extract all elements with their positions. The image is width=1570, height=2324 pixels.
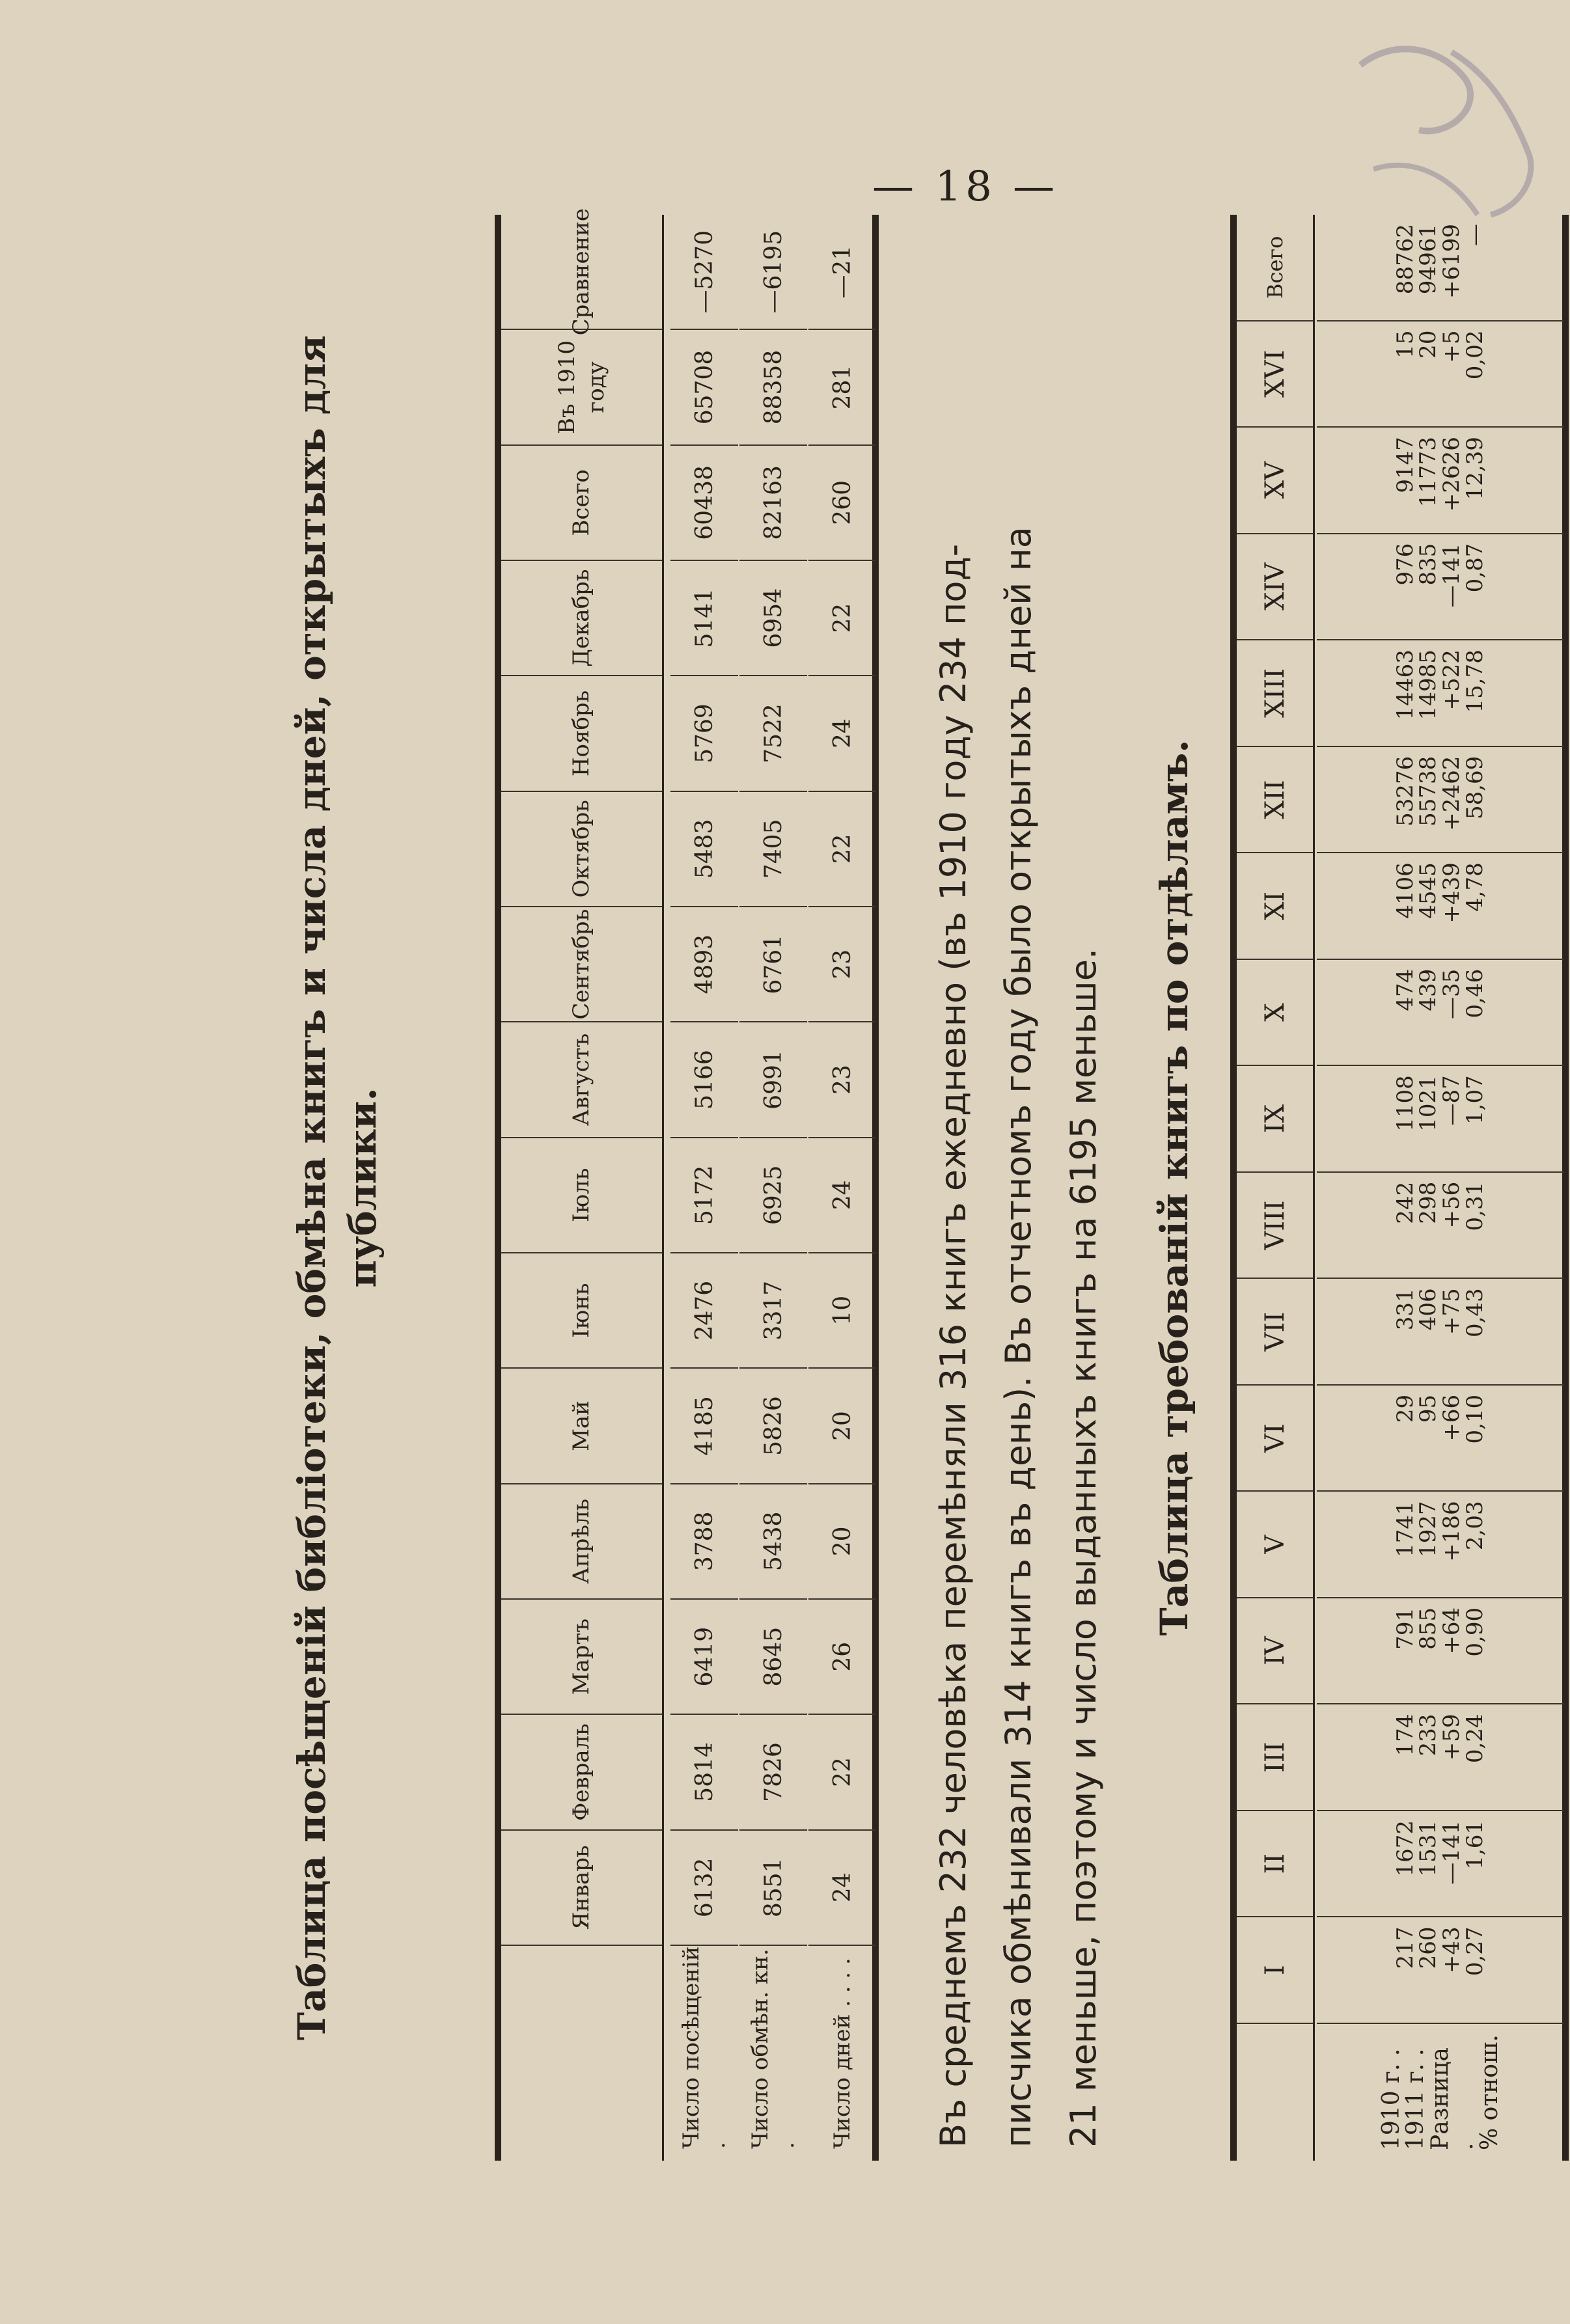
visits-table-cell: 5814 (670, 1715, 738, 1830)
visits-table-row-label: Число посѣщеній . (678, 1946, 730, 2149)
visits-table-row-label: Число дней . . . . (829, 1958, 855, 2149)
sections-table-cell: 1108 (1392, 1075, 1418, 1132)
sections-table-row-label: Разница . (1427, 2047, 1478, 2150)
visits-table-cell: 22 (808, 561, 876, 676)
sections-table-cell: 976 (1392, 543, 1418, 586)
sections-table-column (1317, 428, 1564, 534)
sections-table-cell: 0,27 (1461, 1926, 1488, 1976)
sections-table-column (1317, 1598, 1564, 1705)
sections-table-header-cell: XVI (1237, 321, 1313, 428)
visits-table-cell: 2476 (670, 1253, 738, 1369)
sections-table-header-cell: IV (1237, 1598, 1313, 1705)
sections-table-cell: 1927 (1415, 1501, 1442, 1557)
sections-table-cell: 4,78 (1461, 862, 1488, 912)
handwritten-pencil-mark (1334, 26, 1556, 241)
sections-table-cell: 242 (1392, 1181, 1418, 1224)
sections-table-header-cell: Всего (1237, 215, 1313, 321)
visits-table (495, 208, 879, 2161)
visits-table-cell: 10 (808, 1253, 876, 1369)
sections-table-header-cell: IX (1237, 1066, 1313, 1173)
sections-table-cell: 11773 (1415, 437, 1442, 508)
visits-table-header-cell: Всего (501, 446, 662, 561)
visits-table-header-cell: Въ 1910 году (501, 330, 662, 445)
sections-table-column (1317, 853, 1564, 960)
sections-table-header-cell: V (1237, 1492, 1313, 1598)
sections-table-cell: +186 (1439, 1501, 1465, 1562)
visits-table-header-cell: Май (501, 1369, 662, 1484)
visits-table-cell: 281 (808, 330, 876, 445)
sections-table-cell: 0,31 (1461, 1181, 1488, 1231)
visits-table-header-cell: Августъ (501, 1022, 662, 1138)
table1-title-line1: Таблица посѣщеній библіотеки, обмѣна книгъ и числа дней, открытыхъ для (290, 335, 334, 2041)
sections-table-cell: —141 (1439, 543, 1465, 608)
visits-table-cell: 20 (808, 1369, 876, 1484)
sections-table-header-cell: XIII (1237, 640, 1313, 747)
visits-table-cell: 88358 (739, 330, 807, 445)
visits-table-cell: 7826 (739, 1715, 807, 1830)
sections-table-column (1317, 1066, 1564, 1173)
sections-table-column (1317, 640, 1564, 747)
sections-table-cell: 14985 (1415, 649, 1442, 720)
sections-table-header-cell: VII (1237, 1279, 1313, 1386)
visits-table-header-cell: Мартъ (501, 1600, 662, 1715)
visits-table-cell: 6925 (739, 1138, 807, 1253)
sections-table-cell: 1,61 (1461, 1820, 1488, 1870)
sections-table-cell: —141 (1439, 1820, 1465, 1885)
visits-table-cell: 20 (808, 1484, 876, 1600)
sections-table-column (1317, 960, 1564, 1067)
paragraph-line: 21 меньше, поэтому и число выданныхъ книгъ на 6195 меньше. (1062, 948, 1104, 2148)
sections-table-cell: 94961 (1415, 224, 1442, 295)
sections-table-cell: +66 (1439, 1394, 1465, 1442)
visits-table-cell: 3317 (739, 1253, 807, 1369)
sections-table-cell: 15 (1392, 330, 1418, 359)
sections-table-cell: +43 (1439, 1926, 1465, 1974)
sections-table-column (1317, 215, 1564, 321)
visits-table-cell: 6132 (670, 1831, 738, 1946)
sections-table-header-cell: I (1237, 1917, 1313, 2024)
sections-table-cell: +75 (1439, 1288, 1465, 1335)
visits-table-header-cell: Декабрь (501, 561, 662, 676)
visits-table-cell: 22 (808, 792, 876, 907)
sections-table-cell: 14463 (1392, 649, 1418, 720)
sections-table-row-label: % отнош. (1476, 2034, 1503, 2150)
sections-table-cell: +2462 (1439, 756, 1465, 831)
visits-table-cell: 60438 (670, 446, 738, 561)
sections-table-cell: 29 (1392, 1394, 1418, 1423)
sections-table-cell: 0,24 (1461, 1714, 1488, 1764)
visits-table-cell: —21 (808, 215, 876, 330)
sections-table-cell: 1,07 (1461, 1075, 1488, 1125)
visits-table-cell: 8551 (739, 1831, 807, 1946)
visits-table-cell: 23 (808, 1022, 876, 1138)
visits-table-cell: 6419 (670, 1600, 738, 1715)
rotated-content (286, 208, 1569, 2161)
visits-table-cell: 6991 (739, 1022, 807, 1138)
sections-table-header (1237, 215, 1315, 2161)
sections-table-cell: 1021 (1415, 1075, 1442, 1132)
visits-table-cell: 65708 (670, 330, 738, 445)
sections-table-row-labels (1317, 2024, 1564, 2161)
sections-table-cell: 95 (1415, 1394, 1442, 1423)
sections-table-row-label: 1910 г. . (1377, 2048, 1405, 2150)
sections-table-cell: 1741 (1392, 1501, 1418, 1557)
sections-table-column (1317, 747, 1564, 854)
sections-table-cell: 55738 (1415, 756, 1442, 827)
visits-table-header-cell: Іюль (501, 1138, 662, 1253)
sections-table-cell: 233 (1415, 1714, 1442, 1757)
visits-table-cell: 4893 (670, 907, 738, 1022)
visits-table-cell: 6761 (739, 907, 807, 1022)
sections-table-cell: 855 (1415, 1607, 1442, 1650)
sections-table-header-cell: X (1237, 960, 1313, 1067)
visits-table-header-cell: Январь (501, 1831, 662, 1946)
visits-table-cell: 8645 (739, 1600, 807, 1715)
sections-table-header-cell: XIV (1237, 534, 1313, 641)
sections-table-cell: 0,43 (1461, 1288, 1488, 1338)
visits-table-cell: 260 (808, 446, 876, 561)
visits-table-header-cell: Сравнение (501, 215, 662, 330)
visits-table-cell: 5166 (670, 1022, 738, 1138)
sections-table-cell: 12,39 (1461, 437, 1488, 500)
sections-table-cell: +59 (1439, 1714, 1465, 1761)
visits-table-cell: 5438 (739, 1484, 807, 1600)
visits-table-cell: 24 (808, 676, 876, 791)
sections-table-column (1317, 534, 1564, 641)
visits-table-cell: 26 (808, 1600, 876, 1715)
sections-table-cell: 331 (1392, 1288, 1418, 1331)
visits-table-cell: 22 (808, 1715, 876, 1830)
sections-table-cell: 88762 (1392, 224, 1418, 295)
sections-table-cell: +56 (1439, 1181, 1465, 1229)
sections-table-cell: 217 (1392, 1926, 1418, 1969)
table1-title-line2: публики. (340, 1087, 385, 1288)
table2-title: Таблица требованій книгъ по отдѣламъ. (1152, 739, 1196, 1636)
sections-table-cell: +2626 (1439, 437, 1465, 512)
sections-table-column (1317, 1386, 1564, 1492)
sections-table-cell: 406 (1415, 1288, 1442, 1331)
visits-table-cell: 23 (808, 907, 876, 1022)
visits-table-cell: 82163 (739, 446, 807, 561)
sections-table-cell: — (1461, 224, 1488, 247)
visits-table-header-cell: Февраль (501, 1715, 662, 1830)
sections-table-column (1317, 1917, 1564, 2024)
paragraph-line: писчика обмѣнивали 314 книгъ въ день). Въ отчетномъ году было открытыхъ дней на (997, 526, 1039, 2148)
visits-table-header (501, 208, 664, 2161)
sections-table-cell: 1531 (1415, 1820, 1442, 1877)
visits-table-cell: 7405 (739, 792, 807, 907)
visits-table-cell: 5172 (670, 1138, 738, 1253)
sections-table-cell: +439 (1439, 862, 1465, 923)
sections-table-cell: 0,02 (1461, 330, 1488, 380)
sections-table-row-label: 1911 г. . (1402, 2048, 1429, 2150)
visits-table-header-cell: Октябрь (501, 792, 662, 907)
sections-table-cell: 2,03 (1461, 1501, 1488, 1551)
sections-table-column (1317, 1173, 1564, 1279)
visits-table-cell: —6195 (739, 215, 807, 330)
sections-table-column (1317, 1811, 1564, 1918)
sections-table-cell: +5 (1439, 330, 1465, 363)
sections-table-cell: 439 (1415, 968, 1442, 1011)
sections-table-column (1317, 321, 1564, 428)
sections-table-cell: —35 (1439, 968, 1465, 1019)
sections-table-header-cell: III (1237, 1704, 1313, 1811)
summary-paragraph (921, 228, 1116, 2148)
visits-table-cell: 4185 (670, 1369, 738, 1484)
visits-table-header-cell: Сентябрь (501, 907, 662, 1022)
sections-table-cell: 53276 (1392, 756, 1418, 827)
paragraph-line: Въ среднемъ 232 человѣка перемѣняли 316 книгъ ежедневно (въ 1910 году 234 под- (933, 543, 974, 2148)
sections-table-cell: 0,90 (1461, 1607, 1488, 1657)
sections-table-cell: +522 (1439, 649, 1465, 711)
visits-table-header-cell: Апрѣль (501, 1484, 662, 1600)
sections-table-cell: 835 (1415, 543, 1442, 586)
sections-table-header-cell: XV (1237, 428, 1313, 534)
sections-table-cell: 58,69 (1461, 756, 1488, 820)
visits-table-row-label: Число обмѣн. кн. . (747, 1948, 799, 2149)
table1-title (286, 215, 389, 2161)
sections-table-cell: 0,10 (1461, 1394, 1488, 1444)
visits-table-cell: 24 (808, 1138, 876, 1253)
sections-table-cell: 0,87 (1461, 543, 1488, 593)
sections-table-cell: 1672 (1392, 1820, 1418, 1877)
visits-table-cell: 5141 (670, 561, 738, 676)
sections-table (1230, 215, 1569, 2161)
visits-table-header-cell: Іюнь (501, 1253, 662, 1369)
sections-table-cell: 20 (1415, 330, 1442, 359)
sections-table-cell: +6199 (1439, 224, 1465, 299)
sections-table-cell: —87 (1439, 1075, 1465, 1126)
sections-table-header-cell: XI (1237, 853, 1313, 960)
visits-table-cell: 5769 (670, 676, 738, 791)
sections-table-cell: 0,46 (1461, 968, 1488, 1018)
sections-table-header-cell: XII (1237, 747, 1313, 854)
page-number: — 18 — (872, 163, 1059, 211)
visits-table-cell: 3788 (670, 1484, 738, 1600)
sections-table-header-cell: II (1237, 1811, 1313, 1918)
sections-table-cell: 474 (1392, 968, 1418, 1011)
visits-table-cell: 6954 (739, 561, 807, 676)
sections-table-cell: 15,78 (1461, 649, 1488, 713)
visits-table-cell: 7522 (739, 676, 807, 791)
sections-table-cell: 9147 (1392, 437, 1418, 493)
sections-table-header-cell: VI (1237, 1386, 1313, 1492)
sections-table-cell: 4106 (1392, 862, 1418, 919)
sections-table-cell: 298 (1415, 1181, 1442, 1224)
sections-table-header-cell: VIII (1237, 1173, 1313, 1279)
sections-table-column (1317, 1704, 1564, 1811)
visits-table-cell: —5270 (670, 215, 738, 330)
visits-table-cell: 5483 (670, 792, 738, 907)
sections-table-column (1317, 1492, 1564, 1598)
sections-table-cell: 174 (1392, 1714, 1418, 1757)
sections-table-cell: 260 (1415, 1926, 1442, 1969)
sections-table-cell: +64 (1439, 1607, 1465, 1654)
visits-table-cell: 24 (808, 1831, 876, 1946)
sections-table-column (1317, 1279, 1564, 1386)
visits-table-cell: 5826 (739, 1369, 807, 1484)
sections-table-cell: 4545 (1415, 862, 1442, 919)
sections-table-cell: 791 (1392, 1607, 1418, 1650)
visits-table-header-cell: Ноябрь (501, 676, 662, 791)
